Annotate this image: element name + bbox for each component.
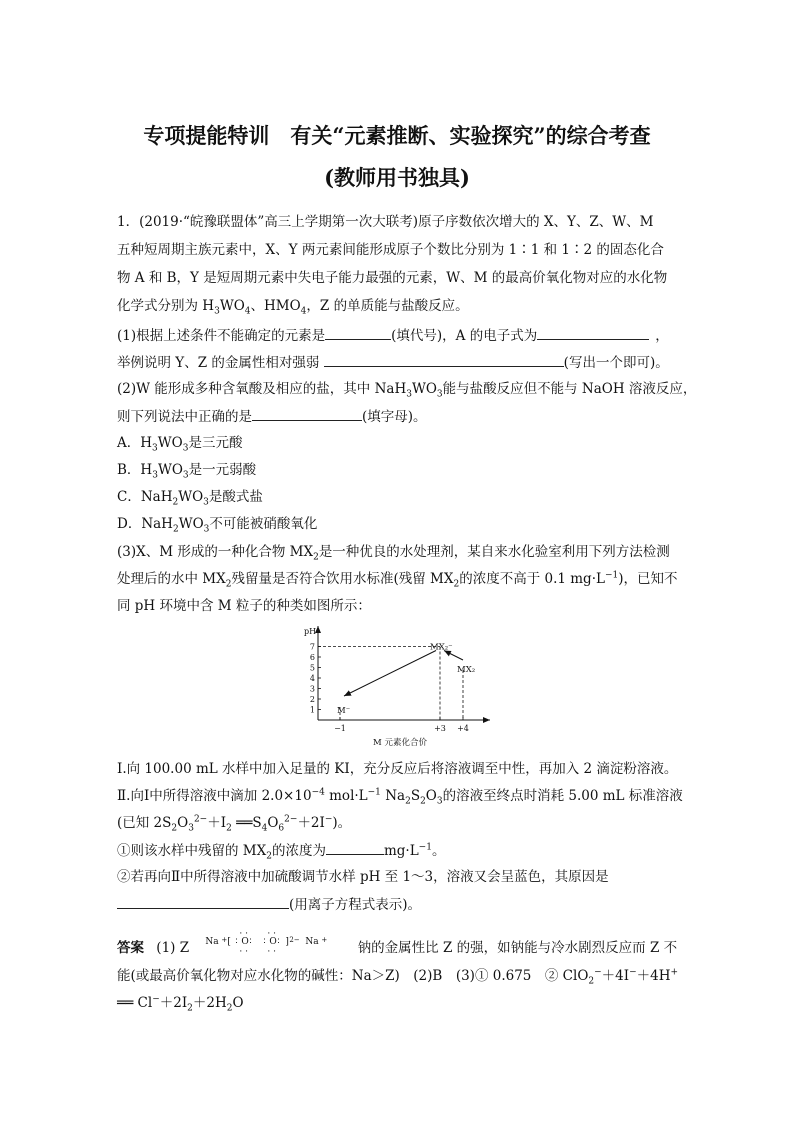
answer-blank[interactable]: [324, 352, 564, 367]
q1-intro-line1: 1．(2019·“皖豫联盟体”高三上学期第一次大联考)原子序数依次增大的 X、Y、Z、W、M: [117, 214, 654, 230]
answer-blank[interactable]: [326, 840, 384, 855]
y-axis-label: pH: [304, 627, 317, 636]
y-tick-label: 2: [309, 695, 315, 704]
answer-blank[interactable]: [117, 894, 289, 909]
q1-part1-line2: 举例说明 Y、Z 的金属性相对强弱 (写出一个即可)。: [117, 352, 669, 373]
answer-blank[interactable]: [537, 325, 649, 340]
sodium-peroxide-lewis-structure: Na + [ · · ∶ O ∶ · · · · ∶ O ∶ · · ] 2− Na +: [205, 929, 328, 957]
ph-species-chart: [300, 620, 500, 760]
sub-question-2-line2: (用离子方程式表示)。: [117, 894, 421, 915]
point-label-mx2-minus: MX₂⁻: [430, 642, 453, 653]
known-equation: (已知 $2S_2O_3^{2-}+I_2$ $══S_4O_6^{2-}+2I^-$)。: [117, 814, 352, 834]
y-tick-label: 7: [309, 642, 315, 652]
y-tick-label: 4: [309, 674, 315, 683]
page-subtitle: (教师用书独具): [324, 165, 470, 190]
answer-line1: 答案 (1) Z Na + [ · · ∶ O ∶ · · · · ∶ O ∶ · · ] 2− Na + 钠的金属性比 Z 的强，如钠能与冷水剧烈反应而 Z 不: [117, 929, 678, 957]
x-tick-label: −1: [334, 724, 346, 733]
q1-part3-line1: (3)X、M 形成的一种化合物 $MX_2$是一种优良的水处理剂，某自来水化验室利用下列方法检测: [117, 544, 670, 563]
step-1: Ⅰ.向 100.00 mL 水样中加入足量的 KI，充分反应后将溶液调至中性，再加入 2 滴淀粉溶液。: [117, 761, 678, 777]
q1-part3-line3: 同 pH 环境中含 M 粒子的种类如图所示：: [117, 598, 371, 614]
y-tick-label: 3: [309, 684, 315, 694]
q1-intro-line3: 物 A 和 B，Y 是短周期元素中失电子能力最强的元素，W、M 的最高价氧化物对应的水化物: [117, 270, 668, 286]
answer-line2: 能(或最高价氧化物对应水化物的碱性：Na＞Z) (2)B (3)① 0.675 ② ClO$_2$−＋4I−＋4H+: [117, 967, 679, 987]
answer-blank[interactable]: [325, 325, 391, 340]
point-label-m-minus: M⁻: [337, 706, 351, 716]
option-b: B．$H_3WO_3$是一元弱酸: [117, 462, 257, 481]
x-tick-label: +4: [457, 724, 469, 733]
sub-question-1: ①则该水样中残留的 $MX_2$的浓度为 $mg\cdot L^{-1}$。: [117, 840, 445, 861]
answer-label: 答案: [117, 940, 144, 956]
x-axis-label: M 元素化合价: [373, 738, 427, 748]
x-tick-label: +3: [434, 724, 446, 733]
q1-part2-line1: (2)W 能形成多种含氧酸及相应的盐，其中 $NaH_3WO_3$能与盐酸反应但不能与 NaOH 溶液反应，: [117, 381, 697, 400]
q1-part1-line1: (1)根据上述条件不能确定的元素是 (填代号)，A 的电子式为 ，: [117, 325, 669, 346]
option-a: A．$H_3WO_3$是三元酸: [117, 435, 243, 454]
answer-blank[interactable]: [252, 406, 362, 421]
option-c: C．$NaH_2WO_3$是酸式盐: [117, 489, 263, 508]
q1-part2-line2: 则下列说法中正确的是 (填字母)。: [117, 406, 427, 427]
arrow-mx2minus-to-mminus: [344, 651, 436, 697]
sub-question-2: ②若再向Ⅱ中所得溶液中加硫酸调节水样 pH 至 1～3，溶液又会呈蓝色，其原因是: [117, 869, 609, 885]
answer-line3: ══ $Cl^-+2I_2+2H_2O$: [117, 994, 244, 1014]
page-title: 专项提能特训 有关“元素推断、实验探究”的综合考查: [143, 123, 651, 148]
y-tick-label: 5: [309, 663, 315, 673]
point-label-mx2: MX₂: [457, 665, 476, 675]
option-d: D．$NaH_2WO_3$不可能被硝酸氧化: [117, 516, 318, 535]
y-tick-label: 6: [309, 653, 315, 662]
y-tick-label: 1: [309, 705, 315, 715]
q1-intro-line4: 化学式分别为 $H_3WO_4$、$HMO_4$，Z 的单质能与盐酸反应。: [117, 298, 469, 317]
step-2: Ⅱ.向Ⅰ中所得溶液中滴加 $2.0\times 10^{-4}$ $mol\cdot L^{-1}$ $Na_2S_2O_3$的溶液至终点时消耗 5.00 mL 标准溶液: [117, 787, 683, 807]
q1-part3-line2: 处理后的水中 $MX_2$残留量是否符合饮用水标准(残留 $MX_2$的浓度不高于 0.1 $mg\cdot L^{-1}$)，已知不: [117, 570, 678, 590]
q1-intro-line2: 五种短周期主族元素中，X、Y 两元素间能形成原子个数比分别为 1∶1 和 1∶2 的固态化合: [117, 242, 664, 258]
